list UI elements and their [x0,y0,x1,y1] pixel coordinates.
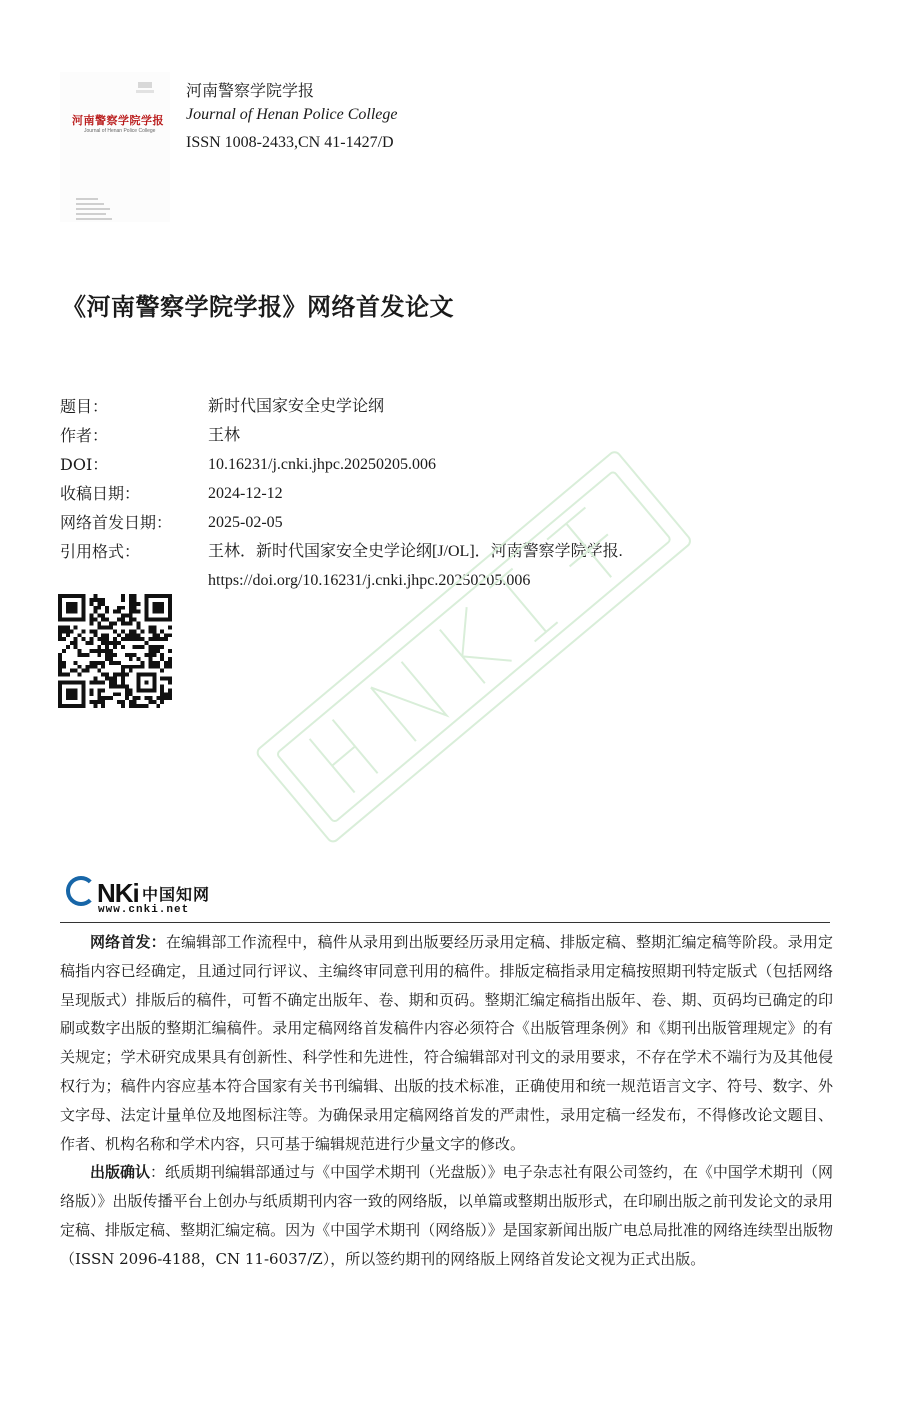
cnki-cn-name: 中国知网 [142,885,211,904]
meta-row-online [60,508,850,537]
meta-row-title [60,392,850,421]
notice-label: 网络首发： [90,933,166,951]
cover-subtitle: Journal of Henan Police College [84,128,156,134]
notice-section [60,928,833,1274]
cnki-url: www.cnki.net [98,904,190,916]
article-metadata [60,392,850,595]
online-date: 2025-02-05 [208,514,283,531]
meta-label: 题目： [60,397,109,416]
cnki-brand-text: NKi [97,878,139,908]
notice-publication-confirm [60,1158,833,1273]
received-date: 2024-12-12 [208,485,283,502]
cnki-c-icon [66,876,96,906]
qr-code-image [58,594,172,708]
meta-label: DOI： [60,455,109,474]
divider [60,922,830,923]
meta-row-doi [60,450,850,479]
meta-row-author [60,421,850,450]
journal-name-cn: 河南警察学院学报 [186,81,315,100]
notice-body: 在编辑部工作流程中，稿件从录用到出版要经历录用定稿、排版定稿、整期汇编定稿等阶段。录用定稿指内容已经确定，且通过同行评议、主编终审同意刊用的稿件。排版定稿指录用定稿按照期刊特定版式（包括网络呈现版式）排版后的稿件，可暂不确定出版年、卷、期和页码。整期汇编定稿指出版年、卷、期、页码均已确定的印刷或数字出版的整期汇编稿件。录用定稿网络首发稿件内容必须符合《出版管理条例》和《期刊出版管理规定》的有关规定；学术研究成果具有创新性、科学性和先进性，符合编辑部对刊文的录用要求，不存在学术不端行为及其他侵权行为；稿件内容应基本符合国家有关书刊编辑、出版的技术标准，正确使用和统一规范语言文字、符号、数字、外文字母、法定计量单位及地图标注等。为确保录用定稿网络首发的严肃性，录用定稿一经发布，不得修改论文题目、作者、机构名称和学术内容，只可基于编辑规范进行少量文字的修改。 [60,933,833,1153]
cover-title: 河南警察学院学报 [72,114,164,127]
journal-name-en: Journal of Henan Police College [186,106,398,123]
notice-label: 出版确认 [90,1163,151,1182]
cover-mark [138,82,152,88]
cover-mark [136,90,154,93]
journal-cover-image [60,72,170,222]
notice-body: ：纸质期刊编辑部通过与《中国学术期刊（光盘版）》电子杂志社有限公司签约，在《中国学术期刊（网络版）》出版传播平台上创办与纸质期刊内容一致的网络版，以单篇或整期出版形式，在印刷出版之前刊发论文的录用定稿、排版定稿、整期汇编定稿。因为《中国学术期刊（网络版）》是国家新闻出版广电总局批准的网络连续型出版物（ISSN 2096-4188，CN 11-6037/Z），所以签约期刊的网络版上网络首发论文视为正式出版。 [60,1163,833,1268]
notice-online-first [60,928,833,1158]
article-doi[interactable]: 10.16231/j.cnki.jhpc.20250205.006 [208,456,436,473]
citation-text: 王林．新时代国家安全史学论纲[J/OL]．河南警察学院学报. [208,543,623,560]
meta-row-citation [60,537,850,566]
page-title: 《河南警察学院学报》网络首发论文 [62,293,454,321]
meta-label: 收稿日期： [60,484,141,503]
meta-row-received [60,479,850,508]
cnki-logo [62,876,222,920]
meta-label: 网络首发日期： [60,513,173,532]
article-author: 王林 [208,427,241,444]
meta-label: 作者： [60,426,109,445]
meta-label: 引用格式： [60,542,141,561]
citation-url[interactable]: https://doi.org/10.16231/j.cnki.jhpc.20250205.006 [208,572,531,589]
cover-text-lines [76,198,112,223]
article-title: 新时代国家安全史学论纲 [208,398,385,415]
journal-issn: ISSN 1008-2433,CN 41-1427/D [186,134,394,151]
